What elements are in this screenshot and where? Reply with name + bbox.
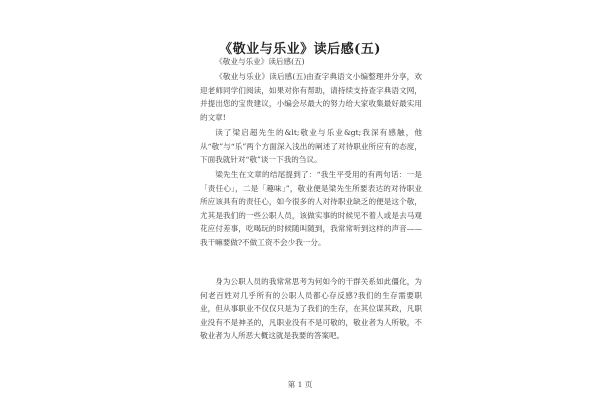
document-title: 《敬业与乐业》读后感(五): [219, 42, 381, 57]
intro-paragraph: [200, 70, 422, 124]
body-paragraph-2: [200, 168, 422, 250]
paragraph-4: 梁先生在文章的结尾提到了：“我生平受用的有两句话：一是「责任心」，二是「趣味」”，敬业便是梁先生所要表达的对待职业所应该具有的责任心，如今很多的人对待职业缺乏的便是这个敬，尤其是我们的一些公职人员，该做实事的时候见不着人或是去马观花应付差事，吃喝玩的时候随叫随到，我常常听到这样的声音——我干嘛要做?不做工资不会少我一分。: [200, 170, 422, 247]
paragraph-2: 《敬业与乐业》读后感(五)由查字典语文小编整理并分享，欢迎老师同学们阅读，如果对你有帮助，请持续支持查字典语文网，并提出您的宝贵建议，小编会尽最大的努力给大家收集最好最实用的文章!: [200, 72, 422, 122]
paragraph-1: 《敬业与乐业》读后感(五): [215, 57, 305, 66]
page-number: 第 1 页: [287, 380, 313, 389]
paragraph-3: 读了梁启超先生的&lt;敬业与乐业&gt;我深有感触，他从“敬”与“乐”两个方面深入浅出的阐述了对待职业所应有的态度，下面我就针对“敬”谈一下我的刍议。: [200, 128, 422, 165]
body-paragraph-3: [200, 275, 422, 343]
paragraph-5: 身为公职人员的我常常思考为何如今的干群关系如此僵化，为何老百姓对几乎所有的公职人员都心存反感?我们的生存需要职业，但从事职业不仅仅只是为了我们的生存，在其位谋其政，凡职业没有不是神圣的，凡职业没有不是可敬的，敬业者为人所敬，不敬业者为人所恶大概这就是我要的答案吧。: [200, 277, 422, 341]
body-paragraph-1: [200, 126, 422, 167]
subtitle-paragraph: [200, 55, 422, 69]
